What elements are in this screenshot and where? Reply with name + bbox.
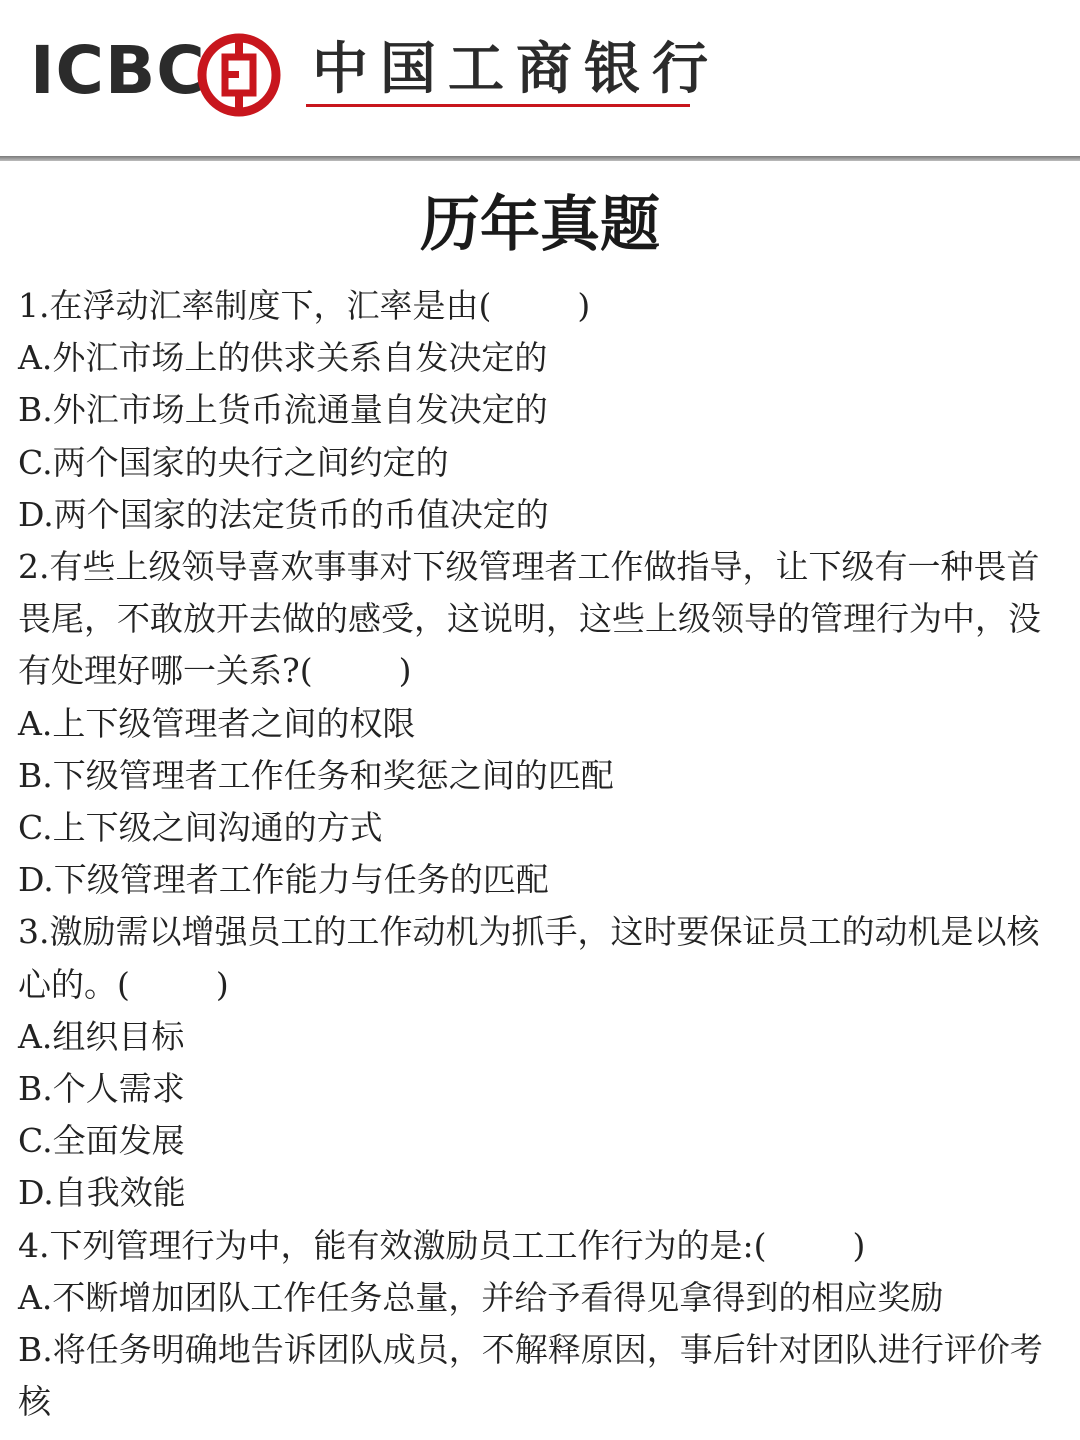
option: C.全面发展: [18, 1121, 185, 1161]
icbc-emblem-icon: [196, 32, 282, 118]
logo-latin-text: ICBC: [30, 32, 206, 109]
logo-chinese-text: 中国工商银行: [312, 37, 720, 102]
question-list: [18, 280, 1066, 1428]
option: D.两个国家的法定货币的币值决定的: [18, 494, 549, 534]
option: C.两个国家的央行之间约定的: [18, 442, 449, 482]
option: A.不断增加团队工作任务总量，并给予看得见拿得到的相应奖励: [18, 1277, 944, 1317]
option: D.下级管理者工作能力与任务的匹配: [18, 860, 549, 900]
page-title: 历年真题: [420, 190, 660, 260]
question-stem-3: 3.激励需以增强员工的工作动机为抓手，这时要保证员工的动机是以核心的。( ): [18, 912, 1040, 1004]
option: A.上下级管理者之间的权限: [18, 703, 416, 743]
page-header: [0, 0, 1080, 158]
option: B.个人需求: [18, 1069, 185, 1109]
option: C.上下级之间沟通的方式: [18, 808, 383, 848]
option: B.下级管理者工作任务和奖惩之间的匹配: [18, 755, 614, 795]
question-stem-1: 1.在浮动汇率制度下，汇率是由( ): [18, 286, 591, 325]
option: B.将任务明确地告诉团队成员，不解释原因，事后针对团队进行评价考核: [18, 1330, 1043, 1422]
option: B.外汇市场上货币流通量自发决定的: [18, 390, 548, 430]
option: A.外汇市场上的供求关系自发决定的: [18, 338, 548, 378]
header-divider: [0, 156, 1080, 161]
logo-underline: [306, 104, 690, 107]
question-stem-2: 2.有些上级领导喜欢事事对下级管理者工作做指导，让下级有一种畏首畏尾，不敢放开去做的感受，这说明，这些上级领导的管理行为中，没有处理好哪一关系?( ): [18, 547, 1041, 691]
option: A.组织目标: [18, 1016, 185, 1056]
option: D.自我效能: [18, 1173, 186, 1213]
question-stem-4: 4.下列管理行为中，能有效激励员工工作行为的是:( ): [18, 1225, 866, 1265]
